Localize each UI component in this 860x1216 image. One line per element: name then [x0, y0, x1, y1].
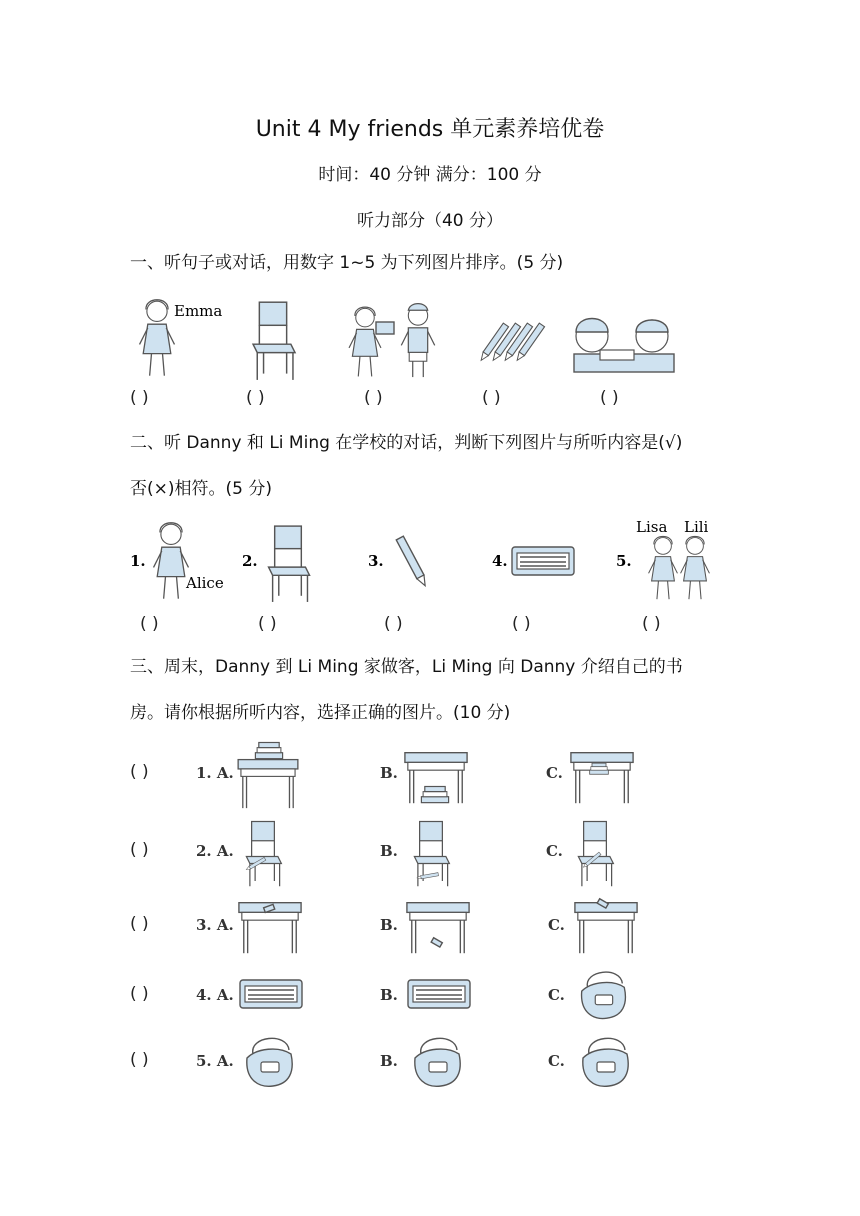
q3-row1-option-a-label: 1. A. — [196, 764, 234, 782]
q3-answer-blank-5[interactable]: ( ) — [130, 1050, 149, 1070]
section-heading: 听力部分（40 分） — [356, 211, 504, 231]
q2-answer-blank-1[interactable]: ( ) — [140, 614, 159, 634]
desk-books-inside-image — [571, 753, 633, 804]
q3-row5-option-b-label: B. — [380, 1052, 398, 1070]
question-2-prompt-line-2: 否(×)相符。(5 分) — [130, 479, 272, 499]
q2-number-5: 5. — [616, 552, 632, 570]
girl-emma-image — [140, 300, 175, 376]
q1-answer-blank-3[interactable]: ( ) — [364, 388, 383, 408]
q3-row4-option-c-label: C. — [548, 986, 565, 1004]
time-score-line: 时间：40 分钟 满分：100 分 — [318, 165, 542, 185]
q3-row3-option-c-label: C. — [548, 916, 565, 934]
books-on-desk-image — [255, 743, 282, 759]
q1-answer-blank-1[interactable]: ( ) — [130, 388, 149, 408]
books-under-desk-image — [421, 787, 448, 803]
bag-option-c-image — [583, 1038, 628, 1086]
girl-lisa-image — [649, 536, 678, 599]
pencil-box-option-b-image — [408, 980, 470, 1008]
chair-option-c-image — [578, 822, 613, 887]
q3-answer-blank-1[interactable]: ( ) — [130, 762, 149, 782]
question-3-prompt-line-1: 三、周末，Danny 到 Li Ming 家做客，Li Ming 向 Danny 介绍自己的书 — [130, 657, 683, 677]
q3-row5-pictures — [236, 1030, 656, 1094]
question-2-pictures — [128, 514, 728, 610]
pencil-box-option-a-image — [240, 980, 302, 1008]
q2-number-1: 1. — [130, 552, 146, 570]
q3-row5-option-c-label: C. — [548, 1052, 565, 1070]
pencil-image — [396, 536, 428, 587]
question-1-prompt: 一、听句子或对话，用数字 1~5 为下列图片排序。(5 分) — [130, 253, 564, 273]
pencil-under-chair-image — [417, 873, 439, 880]
question-1-pictures — [130, 292, 750, 387]
q1-answer-blank-2[interactable]: ( ) — [246, 388, 265, 408]
q2-answer-blank-5[interactable]: ( ) — [642, 614, 661, 634]
q2-answer-blank-3[interactable]: ( ) — [384, 614, 403, 634]
girl-image — [349, 307, 381, 376]
q1-answer-blank-5[interactable]: ( ) — [600, 388, 619, 408]
eraser-under-desk-image — [431, 938, 442, 947]
q3-answer-blank-2[interactable]: ( ) — [130, 840, 149, 860]
desk-books-on-top-image — [238, 760, 298, 809]
two-boys-reading-image — [574, 319, 674, 373]
boy-image — [401, 304, 434, 377]
pencils-image — [479, 323, 545, 362]
chair-option-a-image — [246, 822, 281, 887]
q3-answer-blank-4[interactable]: ( ) — [130, 984, 149, 1004]
q3-row3-pictures — [236, 896, 656, 958]
girl-alice-image — [154, 523, 189, 599]
lisa-name-label: Lisa — [636, 518, 668, 536]
q2-answer-blank-4[interactable]: ( ) — [512, 614, 531, 634]
q3-row3-option-b-label: B. — [380, 916, 398, 934]
q3-row2-option-a-label: 2. A. — [196, 842, 234, 860]
q3-row4-pictures — [236, 966, 656, 1026]
book-gift-image — [376, 322, 394, 334]
q3-row1-option-c-label: C. — [546, 764, 563, 782]
q3-row2-option-c-label: C. — [546, 842, 563, 860]
q3-row5-option-a-label: 5. A. — [196, 1052, 234, 1070]
emma-name-label: Emma — [174, 302, 223, 320]
q3-row1-pictures — [234, 740, 654, 810]
q2-answer-blank-2[interactable]: ( ) — [258, 614, 277, 634]
q3-row4-option-a-label: 4. A. — [196, 986, 234, 1004]
page-title: Unit 4 My friends 单元素养培优卷 — [255, 117, 605, 142]
q1-answer-blank-4[interactable]: ( ) — [482, 388, 501, 408]
question-3-prompt-line-2: 房。请你根据所听内容，选择正确的图片。(10 分) — [130, 703, 511, 723]
chair-with-bag-image — [269, 526, 310, 602]
bag-option-c-image — [582, 972, 626, 1018]
chair-image — [253, 302, 295, 380]
q3-row4-option-b-label: B. — [380, 986, 398, 1004]
alice-name-label: Alice — [186, 574, 224, 592]
books-in-desk-image — [590, 763, 609, 774]
girl-lili-image — [681, 536, 710, 599]
q3-row2-option-b-label: B. — [380, 842, 398, 860]
desk-option-c-image — [575, 903, 637, 954]
q3-answer-blank-3[interactable]: ( ) — [130, 914, 149, 934]
q3-row3-option-a-label: 3. A. — [196, 916, 234, 934]
bag-option-b-image — [415, 1038, 460, 1086]
bag-option-a-image — [247, 1038, 292, 1086]
q3-row1-option-b-label: B. — [380, 764, 398, 782]
question-2-prompt-line-1: 二、听 Danny 和 Li Ming 在学校的对话，判断下列图片与所听内容是(√) — [130, 433, 683, 453]
q2-number-3: 3. — [368, 552, 384, 570]
lili-name-label: Lili — [684, 518, 709, 536]
q3-row2-pictures — [236, 818, 636, 890]
q2-number-4: 4. — [492, 552, 508, 570]
q2-number-2: 2. — [242, 552, 258, 570]
pencil-box-image — [512, 547, 574, 575]
